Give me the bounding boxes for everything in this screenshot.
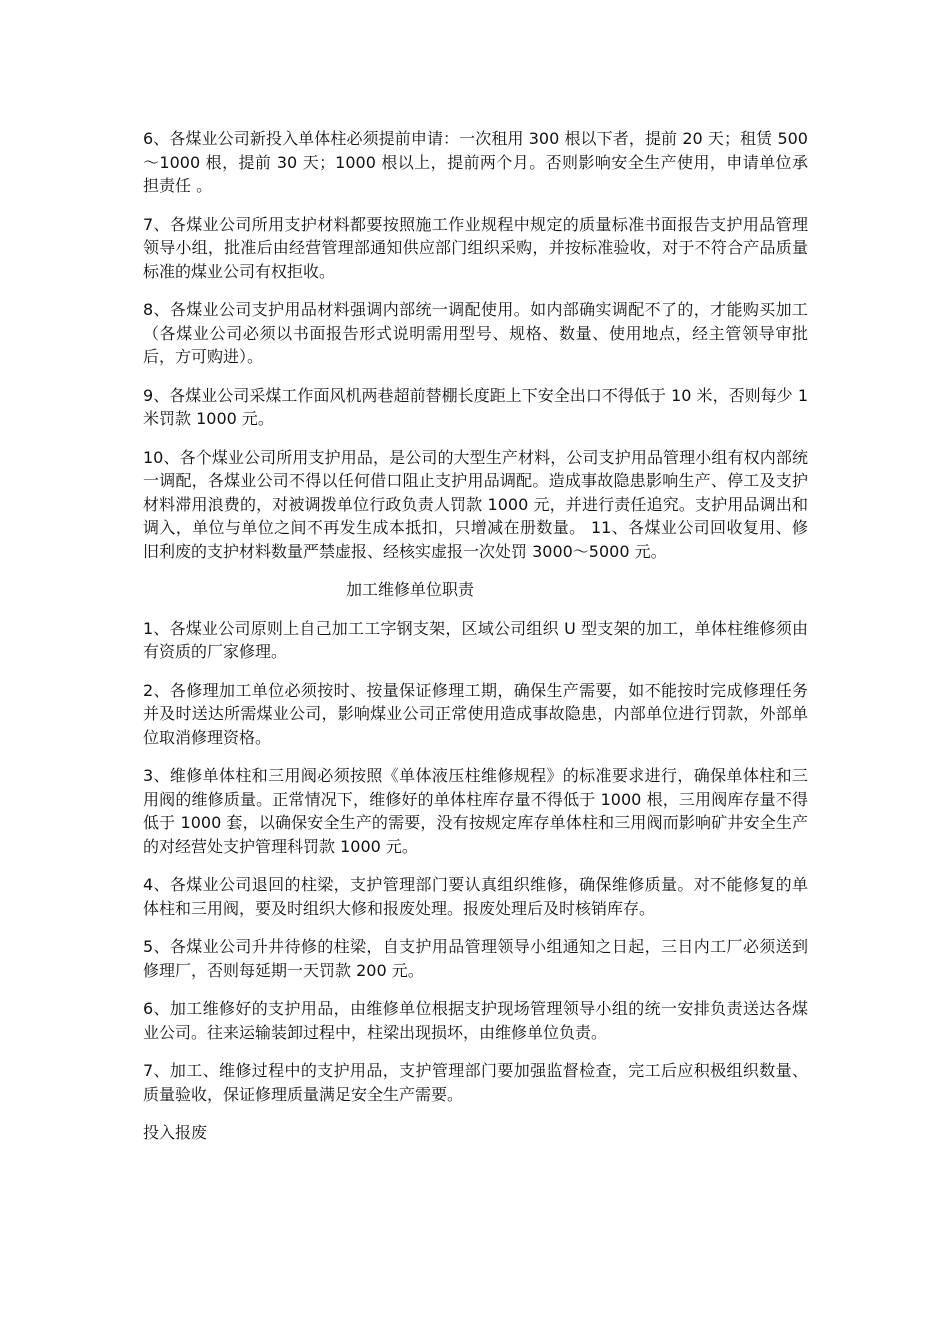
section-heading: 加工维修单位职责 <box>346 580 475 599</box>
paragraph-7: 7、各煤业公司所用支护材料都要按照施工作业规程中规定的质量标准书面报告支护用品管理领导小组，批准后由经营管理部通知供应部门组织采购，并按标准验收，对于不符合产品质量标准的煤业公司有权拒收。 <box>143 214 808 281</box>
paragraph-8: 8、各煤业公司支护用品材料强调内部统一调配使用。如内部确实调配不了的，才能购买加工（各煤业公司必须以书面报告形式说明需用型号、规格、数量、使用地点，经主管领导审批后，方可购进）。 <box>143 300 808 366</box>
paragraph-10-11: 10、各个煤业公司所用支护用品，是公司的大型生产材料，公司支护用品管理小组有权内部统一调配，各煤业公司不得以任何借口阻止支护用品调配。造成事故隐患影响生产、停工及支护材料滞用浪费的，对被调拨单位行政负责人罚款 1000 元，并进行责任追究。支护用品调出和调入，单位与单位之间不再发生成本抵扣，只增减在册数量。 11、各煤业公司回收复用、修旧利废的支护材料数量严禁虚报、经核实虚报一次处罚 3000～5000 元。 <box>143 447 808 561</box>
repair-paragraph-1: 1、各煤业公司原则上自己加工工字钢支架，区域公司组织 U 型支架的加工，单体柱维修须由有资质的厂家修理。 <box>143 618 808 661</box>
repair-paragraph-4: 4、各煤业公司退回的柱梁，支护管理部门要认真组织维修，确保维修质量。对不能修复的单体柱和三用阀，要及时组织大修和报废处理。报废处理后及时核销库存。 <box>143 875 808 918</box>
paragraph-9: 9、各煤业公司采煤工作面风机两巷超前替棚长度距上下安全出口不得低于 10 米，否则每少 1 米罚款 1000 元。 <box>143 385 808 428</box>
document-body <box>143 127 808 1160</box>
repair-paragraph-6: 6、加工维修好的支护用品，由维修单位根据支护现场管理领导小组的统一安排负责送达各煤业公司。往来运输装卸过程中，柱梁出现损坏，由维修单位负责。 <box>143 999 808 1042</box>
repair-paragraph-5: 5、各煤业公司升井待修的柱梁，自支护用品管理领导小组通知之日起，三日内工厂必须送到修理厂，否则每延期一天罚款 200 元。 <box>143 937 808 980</box>
repair-paragraph-3: 3、维修单体柱和三用阀必须按照《单体液压柱维修规程》的标准要求进行，确保单体柱和三用阀的维修质量。正常情况下，维修好的单体柱库存量不得低于 1000 根，三用阀库存量不得低于 1000 套，以确保安全生产的需要，没有按规定库存单体柱和三用阀而影响矿井安全生产的对经营处支护管理科罚款 1000 元。 <box>143 766 808 856</box>
trailing-subheading: 投入报废 <box>143 1123 208 1142</box>
repair-paragraph-7: 7、加工、维修过程中的支护用品，支护管理部门要加强监督检查，完工后应积极组织数量、质量验收，保证修理质量满足安全生产需要。 <box>143 1061 808 1104</box>
paragraph-6: 6、各煤业公司新投入单体柱必须提前申请：一次租用 300 根以下者，提前 20 天；租赁 500～1000 根，提前 30 天；1000 根以上，提前两个月。否则影响安全生产使用，申请单位承担责任 。 <box>143 129 808 195</box>
repair-paragraph-2: 2、各修理加工单位必须按时、按量保证修理工期，确保生产需要，如不能按时完成修理任务并及时送达所需煤业公司，影响煤业公司正常使用造成事故隐患，内部单位进行罚款，外部单位取消修理资格。 <box>143 680 808 747</box>
